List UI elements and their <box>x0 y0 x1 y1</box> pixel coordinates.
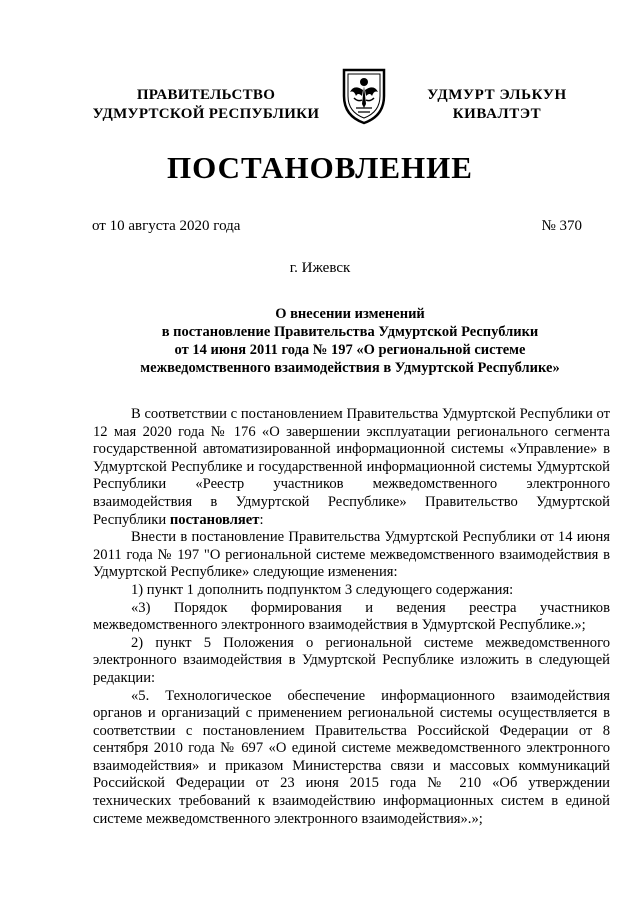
issuer-name-russian <box>86 86 326 124</box>
paragraph-amendment-intro: Внести в постановление Правительства Удмуртской Республики от 14 июня 2011 года № 197 "О региональной системе межведомственного взаимодействия в Удмуртской Республике» следующие изменения: <box>93 529 610 581</box>
paragraph-item-2-text: «5. Технологическое обеспечение информационного взаимодействия органов и организаций с применением региональной системы осуществляется в соответствии с постановлением Правительства Российской Федерации от 8 сентября 2010 года № 697 «О единой системе межведомственного электронного взаимодействия» и приказом Министерства связи и массовых коммуникаций Российской Федерации от 23 июня 2015 года № 210 «Об утверждении технических требований к взаимодействию информационных систем в единой системе межведомственного электронного взаимодействия».»; <box>93 687 610 827</box>
preamble-text: В соответствии с постановлением Правительства Удмуртской Республики от 12 мая 2020 года № 176 «О завершении эксплуатации регионального сегмента государственной автоматизированной информационной системы «Управление» в Удмуртской Республике и государственной информационной системы Удмуртской Республики «Реестр участников межведомственного электронного взаимодействия в Удмуртской Республике» Правительство Удмуртской Республики <box>93 406 610 528</box>
title-line-3: от 14 июня 2011 года № 197 «О региональной системе <box>174 342 526 358</box>
issuer-udmurt-line-2: КИВАЛТЭТ <box>452 106 542 122</box>
title-line-1: О внесении изменений <box>275 306 425 322</box>
paragraph-item-1: 1) пункт 1 дополнить подпунктом 3 следующего содержания: <box>131 581 514 598</box>
title-line-4: межведомственного взаимодействия в Удмуртской Республике» <box>140 360 560 376</box>
document-date: от 10 августа 2020 года <box>92 218 241 234</box>
document-type-heading: ПОСТАНОВЛЕНИЕ <box>167 150 473 185</box>
document-body <box>93 406 610 828</box>
document-number: № 370 <box>541 218 582 234</box>
issuer-line-1: ПРАВИТЕЛЬСТВО <box>136 87 276 103</box>
coat-of-arms-icon <box>340 66 388 126</box>
title-line-2: в постановление Правительства Удмуртской Республики <box>161 324 539 340</box>
paragraph-item-1-text: «3) Порядок формирования и ведения реестра участников межведомственного электронного взаимодействия в Удмуртской Республике.»; <box>93 599 610 634</box>
document-city: г. Ижевск <box>289 260 351 276</box>
paragraph-item-2: 2) пункт 5 Положения о региональной системе межведомственного электронного взаимодействия в Удмуртской Республике изложить в следующей редакции: <box>93 634 610 686</box>
issuer-udmurt-line-1: УДМУРТ ЭЛЬКУН <box>427 87 567 103</box>
document-title <box>60 305 640 377</box>
issuer-line-2: УДМУРТСКОЙ РЕСПУБЛИКИ <box>92 106 320 122</box>
preamble-decree-word: постановляет <box>169 511 260 528</box>
paragraph-preamble <box>93 406 610 529</box>
issuer-name-udmurt <box>412 86 582 124</box>
preamble-colon: : <box>259 511 264 528</box>
